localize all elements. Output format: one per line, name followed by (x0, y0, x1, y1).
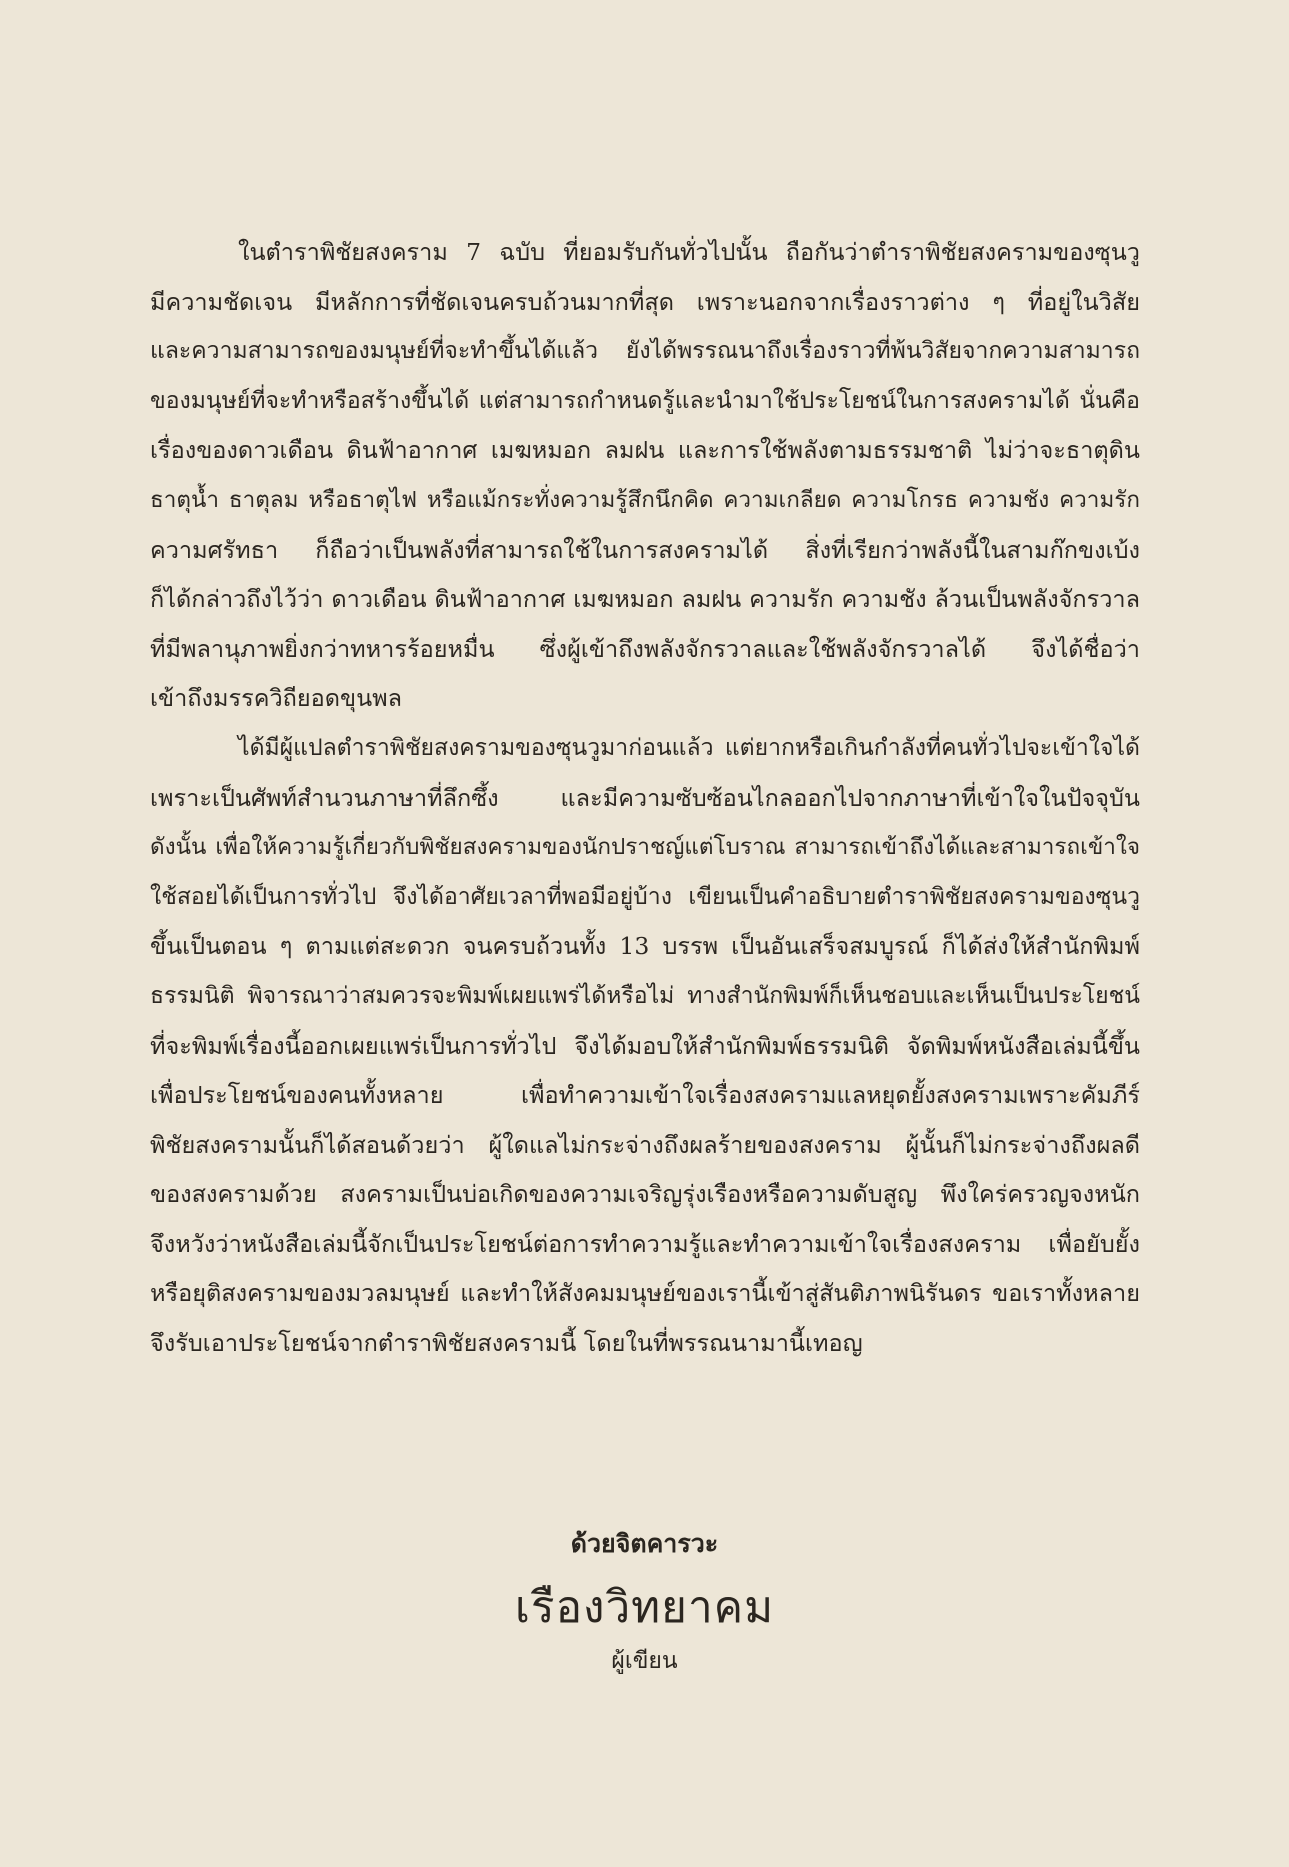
text-line: หรือยุติสงครามของมวลมนุษย์ และทำให้สังคมมนุษย์ของเรานี้เข้าสู่สันติภาพนิรันดร ขอเราทั้งหลาย (150, 1279, 1140, 1308)
author-role: ผู้เขียน (611, 1648, 678, 1674)
paragraph-1 (150, 228, 1140, 724)
text-line: ได้มีผู้แปลตำราพิชัยสงครามของซุนวูมาก่อนแล้ว แต่ยากหรือเกินกำลังที่คนทั่วไปจะเข้าใจได้ (238, 734, 1140, 761)
paragraph-2 (150, 724, 1140, 1369)
text-line: เพื่อประโยชน์ของคนทั้งหลาย เพื่อทำความเข้าใจเรื่องสงครามแลหยุดยั้งสงครามเพราะคัมภีร์ (150, 1081, 1140, 1110)
author-signature: เรืองวิทยาคม (514, 1582, 775, 1633)
text-line: และความสามารถของมนุษย์ที่จะทำขึ้นได้แล้ว ยังได้พรรณนาถึงเรื่องราวที่พ้นวิสัยจากความสามารถ (150, 338, 1140, 365)
text-line: เข้าถึงมรรควิถียอดขุนพล (150, 684, 403, 713)
text-line: ใช้สอยได้เป็นการทั่วไป จึงได้อาศัยเวลาที่พอมีอยู่บ้าง เขียนเป็นคำอธิบายตำราพิชัยสงครามของซุนวู (150, 883, 1140, 910)
text-line: ในตำราพิชัยสงคราม 7 ฉบับ ที่ยอมรับกันทั่วไปนั้น ถือกันว่าตำราพิชัยสงครามของซุนวู (238, 238, 1140, 266)
text-line: มีความชัดเจน มีหลักการที่ชัดเจนครบถ้วนมากที่สุด เพราะนอกจากเรื่องราวต่าง ๆ ที่อยู่ในวิสัย (150, 287, 1140, 316)
text-line: พิชัยสงครามนั้นก็ได้สอนด้วยว่า ผู้ใดแลไม่กระจ่างถึงผลร้ายของสงคราม ผู้นั้นก็ไม่กระจ่างถึงผลดี (150, 1130, 1140, 1159)
text-line: ธาตุน้ำ ธาตุลม หรือธาตุไฟ หรือแม้กระทั่งความรู้สึกนึกคิด ความเกลียด ความโกรธ ความชัง ความรัก (150, 486, 1140, 513)
closing-salutation: ด้วยจิตคารวะ (570, 1529, 719, 1558)
text-line: ของสงครามด้วย สงครามเป็นบ่อเกิดของความเจริญรุ่งเรืองหรือความดับสูญ พึงใคร่ครวญจงหนัก (150, 1180, 1140, 1209)
text-line: จึงหวังว่าหนังสือเล่มนี้จักเป็นประโยชน์ต่อการทำความรู้และทำความเข้าใจเรื่องสงคราม เพื่อยับยั้ง (150, 1229, 1140, 1258)
text-line: ที่จะพิมพ์เรื่องนี้ออกเผยแพร่เป็นการทั่วไป จึงได้มอบให้สำนักพิมพ์ธรรมนิติ จัดพิมพ์หนังสือเล่มนี้ขึ้น (150, 1031, 1140, 1060)
text-line: ที่มีพลานุภาพยิ่งกว่าทหารร้อยหมื่น ซึ่งผู้เข้าถึงพลังจักรวาลและใช้พลังจักรวาลได้ จึงได้ชื่อว่า (150, 634, 1140, 663)
body-text (150, 228, 1140, 1369)
text-line: ของมนุษย์ที่จะทำหรือสร้างขึ้นได้ แต่สามารถกำหนดรู้และนำมาใช้ประโยชน์ในการสงครามได้ นั่นคือ (150, 387, 1140, 414)
text-line: ดังนั้น เพื่อให้ความรู้เกี่ยวกับพิชัยสงครามของนักปราชญ์แต่โบราณ สามารถเข้าถึงได้และสามารถเข้าใจ (150, 834, 1140, 861)
text-line: ธรรมนิติ พิจารณาว่าสมควรจะพิมพ์เผยแพร่ได้หรือไม่ ทางสำนักพิมพ์ก็เห็นชอบและเห็นเป็นประโยชน์ (150, 982, 1140, 1009)
text-line: จึงรับเอาประโยชน์จากตำราพิชัยสงครามนี้ โดยในที่พรรณนามานี้เทอญ (150, 1329, 863, 1358)
text-line: เรื่องของดาวเดือน ดินฟ้าอากาศ เมฆหมอก ลมฝน และการใช้พลังตามธรรมชาติ ไม่ว่าจะธาตุดิน (150, 436, 1140, 465)
text-line: ก็ได้กล่าวถึงไว้ว่า ดาวเดือน ดินฟ้าอากาศ เมฆหมอก ลมฝน ความรัก ความชัง ล้วนเป็นพลังจักรวาล (150, 585, 1140, 614)
text-line: ความศรัทธา ก็ถือว่าเป็นพลังที่สามารถใช้ในการสงครามได้ สิ่งที่เรียกว่าพลังนี้ในสามก๊กขงเบ้ง (150, 535, 1140, 564)
text-line: ขึ้นเป็นตอน ๆ ตามแต่สะดวก จนครบถ้วนทั้ง 13 บรรพ เป็นอันเสร็จสมบูรณ์ ก็ได้ส่งให้สำนักพิมพ์ (150, 932, 1140, 961)
text-line: เพราะเป็นศัพท์สำนวนภาษาที่ลึกซึ้ง และมีความซับซ้อนไกลออกไปจากภาษาที่เข้าใจในปัจจุบัน (150, 783, 1140, 812)
